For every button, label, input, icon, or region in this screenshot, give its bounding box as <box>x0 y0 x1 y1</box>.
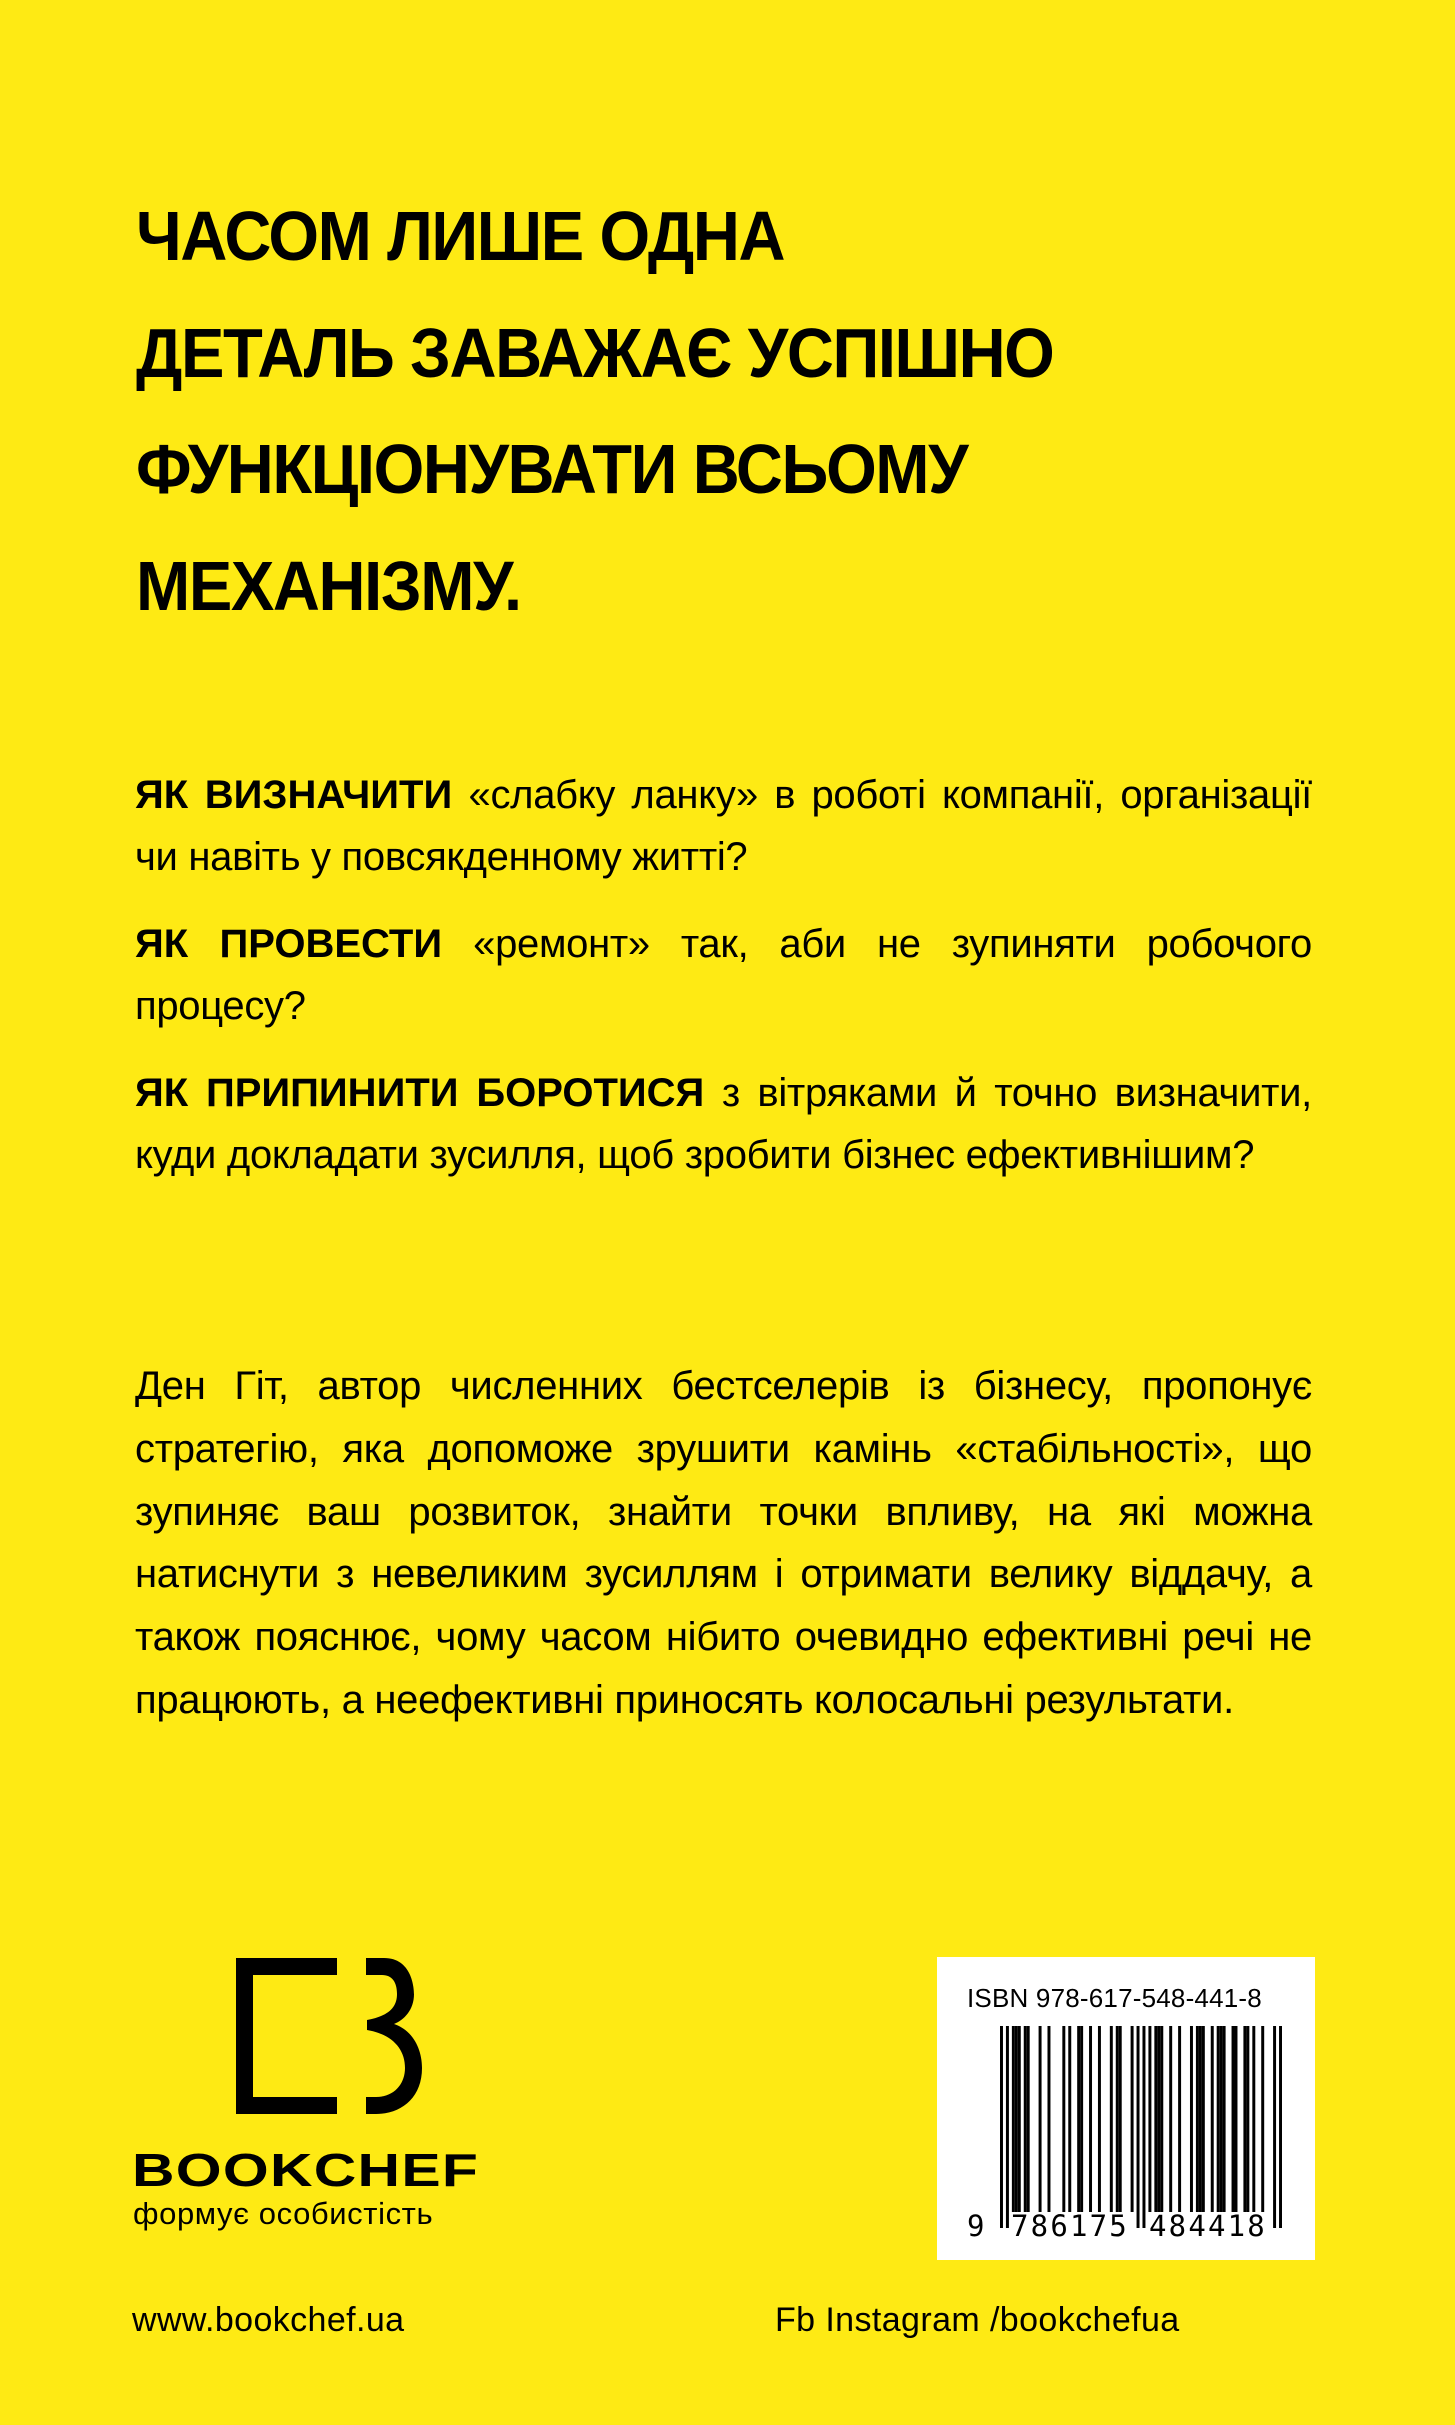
isbn-label: ISBN 978-617-548-441-8 <box>967 1983 1262 2013</box>
social-handles[interactable]: Fb Instagram /bookchefua <box>775 2301 1180 2339</box>
headline-line-2: ДЕТАЛЬ ЗАВАЖАЄ УСПІШНО <box>136 313 1054 392</box>
question-3 <box>135 1062 1312 1186</box>
ean-left-digits: 786175 <box>1011 2209 1129 2243</box>
question-2-lead: ЯК ПРОВЕСТИ <box>135 922 443 966</box>
question-2-text: «ремонт» так, аби не зупиняти робочого процесу? <box>135 922 1313 1028</box>
isbn-barcode <box>937 1957 1315 2260</box>
question-3-lead: ЯК ПРИПИНИТИ БОРОТИСЯ <box>135 1071 705 1115</box>
book-description: Ден Гіт, автор численних бестселерів із бізнесу, пропонує стратегію, яка допоможе зрушити камінь «стабільності», що зупиняє ваш розвиток, знайти точки впливу, на які можна натиснути з невеликим зусиллям і отримати велику віддачу, а також пояснює, чому часом нібито очевидно ефективні речі не працюють, а неефективні приносять колосальні результати. <box>135 1364 1312 1722</box>
question-1-lead: ЯК ВИЗНАЧИТИ <box>135 773 453 817</box>
question-1-text: «слабку ланку» в роботі компанії, організації чи навіть у повсякденному житті? <box>135 773 1312 879</box>
question-2 <box>135 913 1312 1037</box>
barcode-bars <box>1000 2026 1282 2231</box>
ean-first-digit: 9 <box>967 2209 985 2243</box>
question-1 <box>135 764 1312 888</box>
website-link[interactable]: www.bookchef.ua <box>132 2301 405 2339</box>
headline <box>136 178 1252 644</box>
publisher-tagline: формує особистість <box>133 2196 434 2231</box>
question-3-text: з вітряками й точно визначити, куди докладати зусилля, щоб зробити бізнес ефективнішим? <box>135 1071 1312 1177</box>
publisher-logo <box>130 1950 540 2240</box>
bookchef-b-mark-icon <box>236 1958 426 2118</box>
headline-line-1: ЧАСОМ ЛИШЕ ОДНА <box>136 197 785 275</box>
ean-right-digits: 484418 <box>1149 2209 1267 2243</box>
headline-line-3: ФУНКЦІОНУВАТИ ВСЬОМУ <box>136 430 968 508</box>
publisher-name: BOOKCHEF <box>132 2144 480 2196</box>
questions-block <box>135 764 1312 1211</box>
headline-line-4: МЕХАНІЗМУ. <box>136 546 521 625</box>
